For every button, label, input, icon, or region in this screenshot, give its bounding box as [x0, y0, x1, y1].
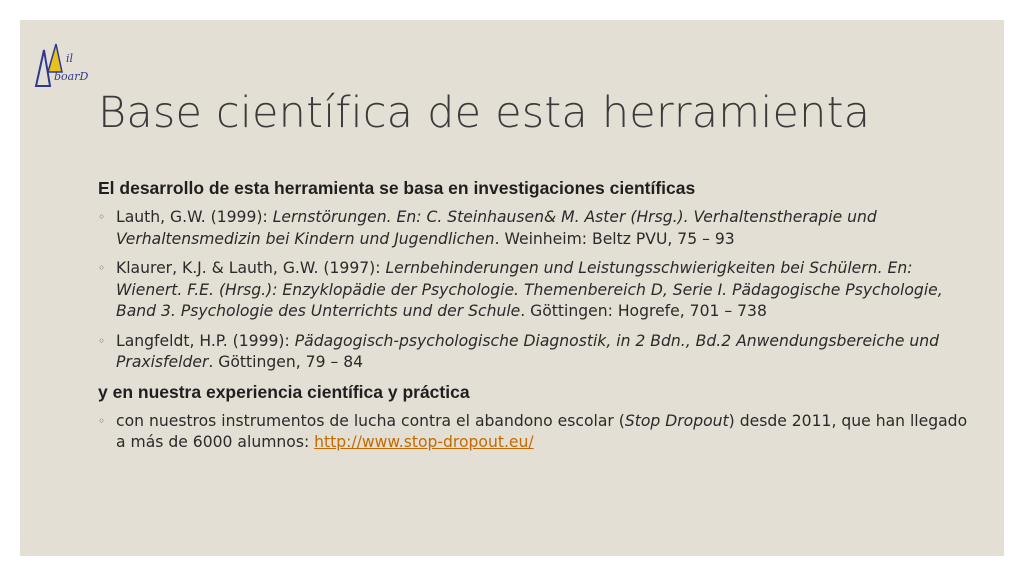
logo-mark-icon	[32, 42, 72, 92]
reference-publisher: . Göttingen: Hogrefe, 701 – 738	[520, 302, 767, 320]
reference-publisher: . Göttingen, 79 – 84	[208, 353, 364, 371]
ilboard-logo	[32, 38, 98, 94]
reference-publisher: . Weinheim: Beltz PVU, 75 – 93	[494, 229, 735, 248]
reference-title: Lernstörungen. En: C. Steinhausen& M. Aster (Hrsg.). Verhaltenstherapie und Verhaltensmedizin bei Kindern und Jugendlichen	[116, 208, 877, 248]
reference-item	[98, 258, 978, 323]
bullet-icon: ◦	[98, 413, 106, 428]
reference-item	[98, 331, 978, 374]
project-name: Stop Dropout	[624, 411, 729, 430]
reference-list	[98, 207, 978, 374]
experience-text-start: con nuestros instrumentos de lucha contra el abandono escolar (	[116, 411, 625, 430]
reference-author: Langfeldt, H.P. (1999):	[116, 331, 295, 350]
page-title: Base científica de esta herramienta	[98, 88, 871, 138]
experience-text-end: ) desde 2011, que han llegado a más de 6000 alumnos:	[116, 411, 968, 451]
bullet-icon: ◦	[98, 210, 106, 224]
reference-author: Lauth, G.W. (1999):	[116, 208, 273, 226]
stop-dropout-link[interactable]: http://www.stop-dropout.eu/	[314, 433, 534, 451]
experience-item	[98, 411, 978, 454]
logo-word-board: boarD	[54, 70, 89, 83]
bullet-icon: ◦	[98, 261, 106, 275]
section-heading-research: El desarrollo de esta herramienta se basa en investigaciones científicas	[98, 178, 696, 198]
bullet-icon: ◦	[98, 333, 106, 348]
logo-word-il: il	[66, 52, 74, 65]
section-heading-experience: y en nuestra experiencia científica y práctica	[98, 381, 470, 402]
experience-list	[98, 411, 978, 454]
slide	[20, 20, 1004, 556]
reference-title: Lernbehinderungen und Leistungsschwierigkeiten bei Schülern. En: Wienert. F.E. (Hrsg.): Enzyklopädie der Psychologie. Themenbereich D, Serie I. Pädagogische Psychologie, Band 3. Psychologie des Unterrichts und der Schule	[116, 259, 943, 320]
reference-author: Klaurer, K.J. & Lauth, G.W. (1997):	[116, 259, 386, 277]
reference-title: Pädagogisch-psychologische Diagnostik, in 2 Bdn., Bd.2 Anwendungsbereiche und Praxisfelder	[116, 331, 940, 371]
slide-content	[98, 178, 978, 462]
reference-item	[98, 207, 978, 250]
